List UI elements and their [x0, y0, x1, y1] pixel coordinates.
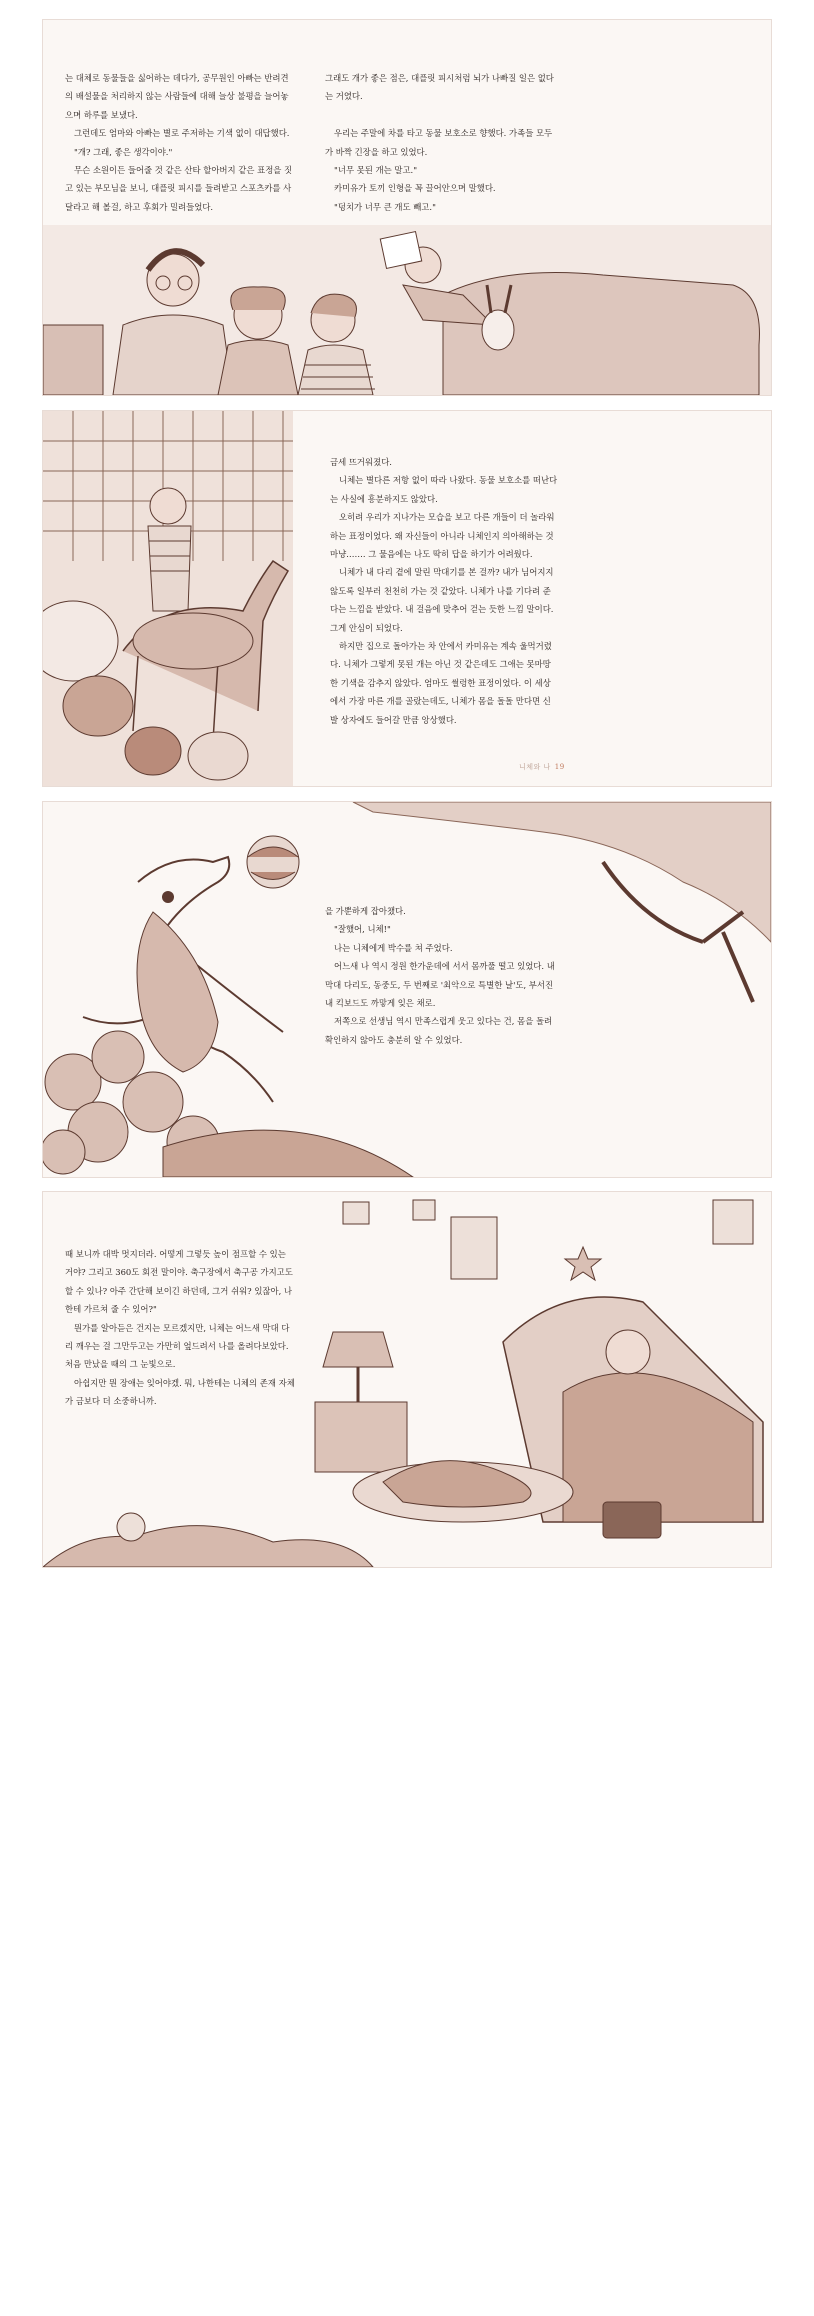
- spread-bedroom: [43, 1192, 771, 1567]
- paragraph: 을 가뿐하게 잡아챘다.: [325, 906, 406, 916]
- paragraph: 니체가 내 다리 곁에 말린 막대기를 본 걸까? 내가 님어지지 않도록 일부러 천천히 가는 것 같았다. 니체가 나를 기다려 준다는 느낌을 받았다. 내 걸음에 맞추어 걷는 듯한 느낌 말이다. 그게 안심이 되었다.: [330, 567, 554, 633]
- bedroom-illustration: [43, 1192, 771, 1567]
- ball-illustration: [247, 836, 299, 888]
- paragraph: "덩치가 너무 큰 개도 빼고.": [334, 201, 436, 212]
- spread-shelter: [43, 411, 771, 786]
- paragraph: 그래도 개가 좋은 점은, 대플릿 피시처럼 뇌가 나빠질 일은 없다는 거였다.: [325, 73, 554, 102]
- paragraph: 나는 니체에게 박수를 쳐 주었다.: [334, 942, 453, 953]
- paragraph: 그런데도 엄마와 아빠는 별로 주저하는 기색 없이 대답했다.: [74, 128, 290, 139]
- paragraph: 어느새 나 역시 정원 한가운데에 서서 몸까풀 떨고 있었다. 내 막대 다리도, 동중도, 두 번째로 '최악으로 특별한 날'도, 부서진 내 킥보드도 까맣게 잊은 채로.: [325, 961, 555, 1009]
- spread-garden: [43, 802, 771, 1177]
- paragraph: 금세 뜨거워졌다.: [330, 457, 392, 467]
- paragraph: 는 대체로 동물들을 싫어하는 데다가, 공무원인 아빠는 반려견의 배설물을 처리하지 않는 사람들에 대해 늘상 불평을 늘어놓으며 하루를 보냈다.: [65, 73, 289, 120]
- text-column-right: [325, 902, 555, 1049]
- paragraph: "잘했어, 니체!": [334, 924, 391, 935]
- paragraph: 오히려 우리가 지나가는 모습을 보고 다른 개들이 더 놀라워하는 표정이었다. 왜 자신들이 아니라 니체인지 의아해하는 것마냥……. 그 물음에는 나도 딱히 답을 하기가 어려웠다.: [330, 512, 555, 560]
- paragraph: 아쉽지만 뭔 장애는 잊어야겠. 뭐, 나한테는 니체의 존재 자체가 금보다 더 소중하니까.: [65, 1377, 295, 1407]
- spread-family: [43, 20, 771, 395]
- text-column-right: [330, 453, 558, 729]
- folio-title: 니체와 나: [519, 763, 551, 771]
- family-illustration: [43, 225, 771, 395]
- page-number: 19: [554, 763, 565, 771]
- paragraph: "개? 그래, 좋은 생각이야.": [74, 146, 173, 157]
- text-column-right: [325, 69, 555, 216]
- paragraph: 니체는 별다른 저항 없이 따라 나왔다. 동물 보호소를 떠난다는 사실에 흥분하지도 않았다.: [330, 475, 558, 504]
- shelter-illustration: [43, 411, 293, 786]
- paragraph: 뭔가를 알아듣은 건지는 모르겠지만, 니체는 어느새 막대 다리 깨우는 걸 그만두고는 가만히 엎드려서 나를 올려다보았다. 처음 만났을 때의 그 눈빛으로.: [65, 1322, 290, 1370]
- text-column-left: [65, 69, 295, 216]
- paragraph: 카미유가 토끼 인형을 꼭 끌어안으며 말했다.: [334, 183, 496, 194]
- paragraph: 저쪽으로 선생님 역시 만족스럽게 웃고 있다는 건, 몸을 돌려 확인하지 않아도 충분히 알 수 있었다.: [325, 1016, 553, 1045]
- paragraph: 우리는 주말에 차를 타고 동물 보호소로 향했다. 가족들 모두가 바짝 긴장을 하고 있었다.: [325, 128, 553, 157]
- paragraph: [325, 106, 555, 124]
- page-footer: [519, 762, 565, 772]
- paragraph: 때 보니까 대박 멋지더라. 어떻게 그렇듯 높이 점프할 수 있는 거야? 그리고 360도 회전 말이야. 축구장에서 축구공 가지고도 할 수 있나? 아주 간단해 보이긴 하던데, 그거 쉬워? 있잖아, 나한테 가르쳐 줄 수 있어?": [65, 1249, 293, 1315]
- paragraph: "너무 못된 개는 말고.": [334, 165, 418, 176]
- paragraph: 하지만 집으로 돌아가는 차 안에서 카미유는 계속 울먹거렸다. 니체가 그렇게 못된 개는 아닌 것 같은데도 그애는 못마땅한 기색을 감추지 않았다. 엄마도 썰렁한 표정이었다. 이 세상에서 가장 마른 개를 골랐는데도, 니체가 몸을 돌돌 만다면 신발 상자에도 들어갈 만큼 앙상했다.: [330, 641, 552, 725]
- paragraph: 무슨 소원이든 들어줄 것 같은 산타 할아버지 같은 표정을 짓고 있는 부모님을 보니, 대플릿 피시를 들려받고 스포츠카를 사 달라고 해 볼걸, 하고 후회가 밀려들었다.: [65, 165, 293, 212]
